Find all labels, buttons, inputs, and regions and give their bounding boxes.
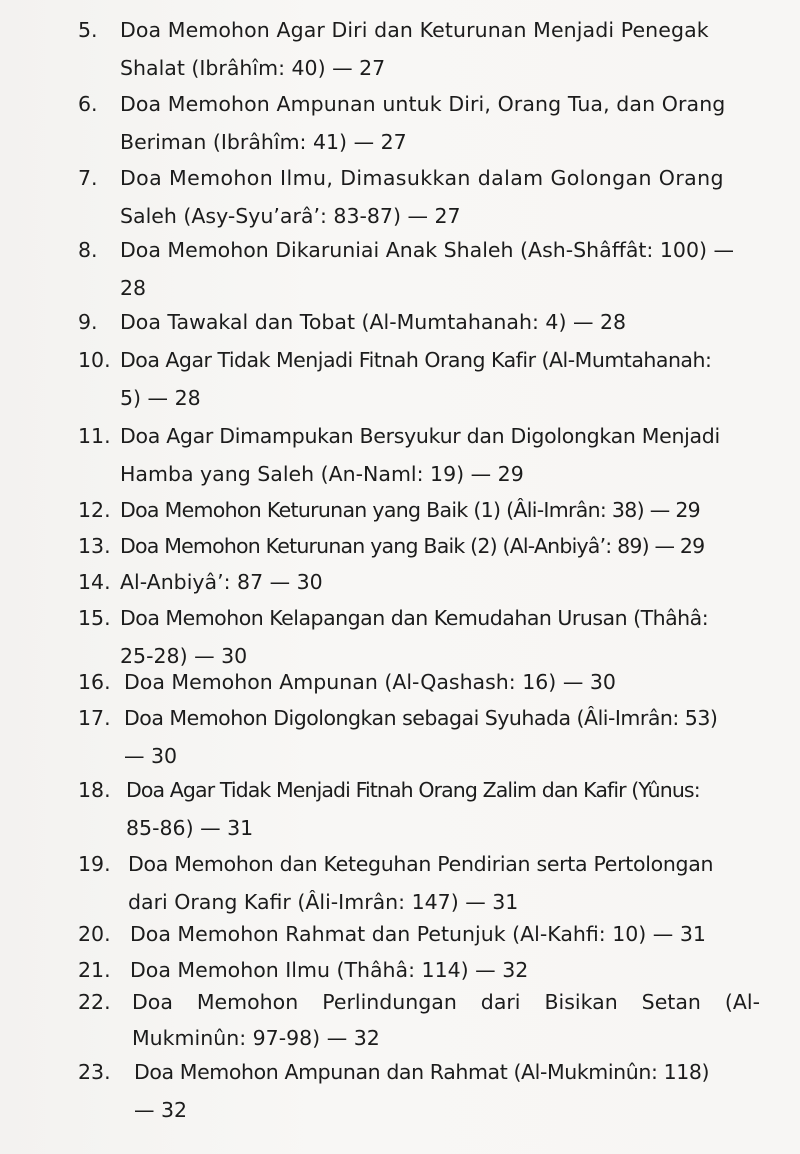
entry-title-line-1: Doa Tawakal dan Tobat (Al-Mumtahanah: 4) — 28 [120,310,627,334]
entry-number: 19. [78,852,111,876]
entry-title-line-2: Hamba yang Saleh (An-Naml: 19) — 29 [120,462,524,486]
entry-number: 7. [78,166,98,190]
entry-title-line-1: Doa Agar Tidak Menjadi Fitnah Orang Kafir (Al-Mumtahanah: [120,348,712,372]
entry-title-line-1: Doa Memohon Keturunan yang Baik (2) (Al-Anbiyâ’: 89) — 29 [120,534,705,558]
entry-title-line-1: Doa Memohon Ilmu (Thâhâ: 114) — 32 [130,958,529,982]
entry-title-line-2: — 32 [134,1098,188,1122]
entry-title-line-2: Saleh (Asy-Syu’arâ’: 83-87) — 27 [120,204,461,228]
entry-number: 18. [78,778,111,802]
entry-title-line-2: 25-28) — 30 [120,644,248,668]
entry-number: 10. [78,348,111,372]
entry-title-line-2: 85-86) — 31 [126,816,254,840]
entry-number: 9. [78,310,98,334]
entry-number: 13. [78,534,111,558]
entry-number: 20. [78,922,111,946]
entry-number: 12. [78,498,111,522]
entry-number: 5. [78,18,98,42]
entry-title-line-1: Doa Memohon Perlindungan dari Bisikan Setan (Al- [132,990,760,1014]
entry-title-line-2: 28 [120,276,147,300]
entry-title-line-2: dari Orang Kafir (Âli-Imrân: 147) — 31 [128,890,519,914]
entry-title-line-1: Doa Memohon Dikaruniai Anak Shaleh (Ash-Shâffât: 100) — [120,238,734,262]
entry-title-line-2: Mukminûn: 97-98) — 32 [132,1026,380,1050]
entry-title-line-1: Doa Memohon Agar Diri dan Keturunan Menjadi Penegak [120,18,709,42]
entry-number: 17. [78,706,111,730]
entry-title-line-1: Doa Memohon Ampunan untuk Diri, Orang Tua, dan Orang [120,92,726,116]
entry-number: 15. [78,606,111,630]
entry-title-line-1: Doa Memohon Digolongkan sebagai Syuhada (Âli-Imrân: 53) [124,706,718,730]
entry-title-line-2: — 30 [124,744,178,768]
entry-title-line-2: 5) — 28 [120,386,201,410]
entry-title-line-1: Al-Anbiyâ’: 87 — 30 [120,570,323,594]
entry-title-line-1: Doa Memohon Ampunan dan Rahmat (Al-Mukminûn: 118) [134,1060,710,1084]
entry-number: 23. [78,1060,111,1084]
entry-title-line-1: Doa Memohon Ilmu, Dimasukkan dalam Golongan Orang [120,166,724,190]
entry-title-line-1: Doa Memohon Ampunan (Al-Qashash: 16) — 30 [124,670,616,694]
entry-number: 11. [78,424,111,448]
entry-title-line-1: Doa Memohon Kelapangan dan Kemudahan Urusan (Thâhâ: [120,606,709,630]
entry-number: 14. [78,570,111,594]
entry-title-line-1: Doa Agar Dimampukan Bersyukur dan Digolongkan Menjadi [120,424,720,448]
entry-number: 22. [78,990,111,1014]
entry-number: 21. [78,958,111,982]
entry-title-line-2: Beriman (Ibrâhîm: 41) — 27 [120,130,407,154]
entry-title-line-1: Doa Memohon Keturunan yang Baik (1) (Âli-Imrân: 38) — 29 [120,498,701,522]
entry-number: 8. [78,238,98,262]
entry-number: 16. [78,670,111,694]
entry-title-line-1: Doa Agar Tidak Menjadi Fitnah Orang Zalim dan Kafir (Yûnus: [126,778,700,802]
entry-title-line-1: Doa Memohon Rahmat dan Petunjuk (Al-Kahfi: 10) — 31 [130,922,706,946]
entry-number: 6. [78,92,98,116]
entry-title-line-2: Shalat (Ibrâhîm: 40) — 27 [120,56,386,80]
entry-title-line-1: Doa Memohon dan Keteguhan Pendirian serta Pertolongan [128,852,714,876]
